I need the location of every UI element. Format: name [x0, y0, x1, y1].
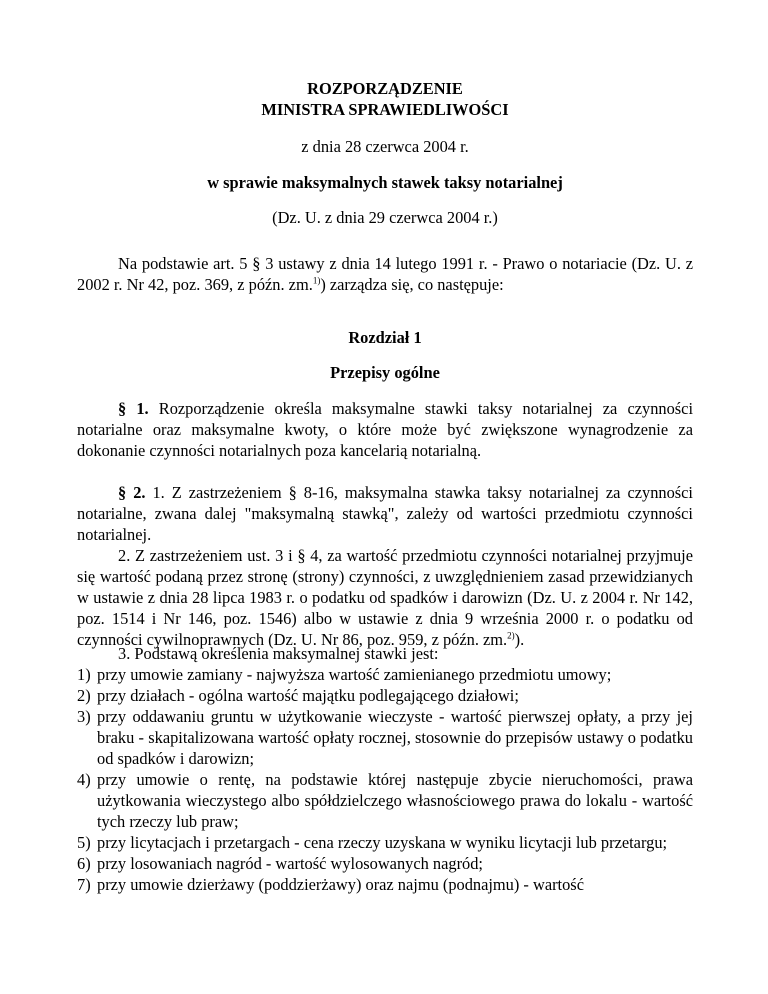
list-item-text: przy licytacjach i przetargach - cena rzeczy uzyskana w wyniku licytacji lub przetargu;	[97, 833, 668, 852]
list-item	[77, 685, 693, 706]
list-item	[77, 832, 693, 853]
list-item-text: przy umowie o rentę, na podstawie której następuje zbycie nieruchomości, prawa użytkowania wieczystego albo spółdzielczego własnościowego prawa do lokalu - wartość tych rzeczy lub praw;	[97, 770, 693, 831]
paragraph-2-ust-1-text: 1. Z zastrzeżeniem § 8-16, maksymalna stawka taksy notarialnej za czynności notarialne, zwana dalej "maksymalną stawką", zależy od wartości przedmiotu czynności notarialnej.	[77, 483, 693, 544]
list-item-text: przy działach - ogólna wartość majątku podlegającego działowi;	[97, 686, 519, 705]
list-item-text: przy umowie dzierżawy (poddzierżawy) oraz najmu (podnajmu) - wartość	[97, 875, 584, 894]
list-item-text: przy oddawaniu gruntu w użytkowanie wieczyste - wartość pierwszej opłaty, a przy jej braku - skapitalizowana wartość opłaty rocznej, stosownie do przepisów ustawy o podatku od spadków i darowizn;	[97, 707, 693, 768]
list-item-number: 2)	[77, 686, 91, 705]
paragraph-2-ust-2	[77, 545, 693, 650]
paragraph-2-ust-3: 3. Podstawą określenia maksymalnej stawki jest:	[118, 644, 439, 663]
list-item-number: 5)	[77, 833, 91, 852]
list-item	[77, 769, 693, 832]
enumerated-list	[77, 664, 693, 895]
list-item	[77, 874, 693, 895]
list-item	[77, 853, 693, 874]
intro-text-end: ) zarządza się, co następuje:	[320, 275, 504, 294]
title-line-2: MINISTRA SPRAWIEDLIWOŚCI	[261, 100, 509, 119]
paragraph-2-label: § 2.	[118, 483, 146, 502]
intro-text: Na podstawie art. 5 § 3 ustawy z dnia 14 lutego 1991 r. - Prawo o notariacie (Dz. U. z 2002 r. Nr 42, poz. 369, z późn. zm.	[77, 254, 693, 294]
footnote-ref-1: 1)	[312, 275, 321, 286]
paragraph-1-label: § 1.	[118, 399, 149, 418]
document-source: (Dz. U. z dnia 29 czerwca 2004 r.)	[272, 208, 498, 227]
list-item-number: 3)	[77, 707, 91, 726]
list-item-number: 1)	[77, 665, 91, 684]
list-item	[77, 664, 693, 685]
paragraph-2-ust-2-end: ).	[514, 630, 525, 649]
chapter-number: Rozdział 1	[348, 328, 422, 347]
document-subject: w sprawie maksymalnych stawek taksy notarialnej	[207, 173, 563, 192]
footnote-ref-2: 2)	[507, 630, 515, 641]
document-title	[77, 78, 693, 120]
list-item	[77, 706, 693, 769]
list-item-number: 4)	[77, 770, 91, 789]
list-item-text: przy losowaniach nagród - wartość wylosowanych nagród;	[97, 854, 483, 873]
paragraph-2-ust-2-text: 2. Z zastrzeżeniem ust. 3 i § 4, za wartość przedmiotu czynności notarialnej przyjmuje się wartość podaną przez stronę (strony) czynności, z uwzględnieniem zasad przewidzianych w ustawie z dnia 28 lipca 1983 r. o podatku od spadków i darowizn (Dz. U. z 2004 r. Nr 142, poz. 1514 i Nr 146, poz. 1546) albo w ustawie z dnia 9 września 2000 r. o podatku od czynności cywilnoprawnych (Dz. U. Nr 86, poz. 959, z późn. zm.	[77, 546, 693, 649]
intro-paragraph	[77, 253, 693, 295]
title-line-1: ROZPORZĄDZENIE	[307, 79, 463, 98]
list-item-number: 7)	[77, 875, 91, 894]
list-item-text: przy umowie zamiany - najwyższa wartość zamienianego przedmiotu umowy;	[97, 665, 612, 684]
paragraph-1-text: Rozporządzenie określa maksymalne stawki taksy notarialnej za czynności notarialne oraz maksymalne kwoty, o które może być zwiększone wynagrodzenie za dokonanie czynności notarialnych poza kancelarią notarialną.	[77, 399, 693, 460]
chapter-title: Przepisy ogólne	[330, 363, 440, 382]
paragraph-1	[77, 398, 693, 461]
list-item-number: 6)	[77, 854, 91, 873]
document-date: z dnia 28 czerwca 2004 r.	[301, 137, 469, 156]
paragraph-2-ust-1	[77, 482, 693, 545]
